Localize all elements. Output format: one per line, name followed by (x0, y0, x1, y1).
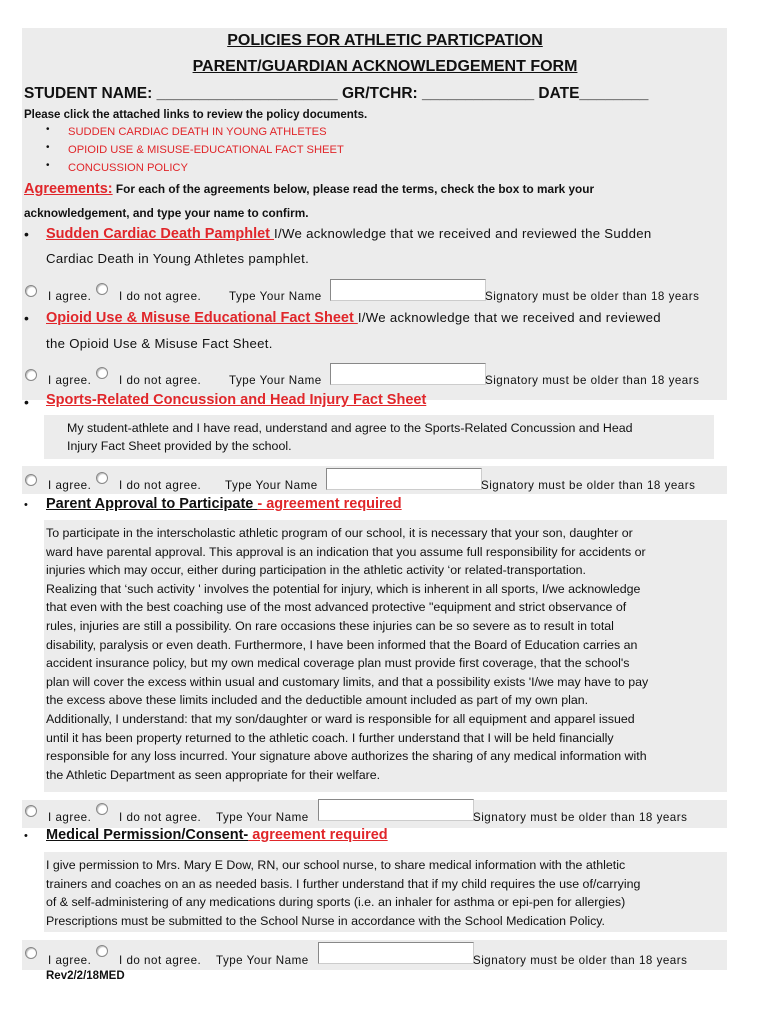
signatory-note: Signatory must be older than 18 years (481, 479, 696, 492)
type-name-label: Type Your Name (229, 290, 322, 303)
cardiac-title[interactable]: Sudden Cardiac Death Pamphlet (46, 226, 275, 242)
concussion-text: My student-athlete and I have read, understand and agree to the Sports-Related Concussion and Head (67, 421, 633, 435)
paragraph-line: I give permission to Mrs. Mary E Dow, RN, our school nurse, to share medical information with the athletic (46, 858, 626, 872)
paragraph-line: until it has been property returned to the athletic coach. I further understand that I will be held financially (46, 730, 614, 745)
paragraph-line: accident insurance policy, but my own medical coverage plan must provide first coverage, that the school's (46, 656, 630, 671)
paragraph-line: the excess above these limits included and the deductible amount included as part of my own plan. (46, 693, 589, 708)
paragraph-line: disability, paralysis or even death. Furthermore, I have been informed that the Board of Education carries an (46, 637, 638, 652)
opioid-section-heading (46, 309, 661, 327)
paragraph-line: the Athletic Department as seen appropriate for their welfare. (46, 767, 381, 782)
concussion-name-input[interactable] (326, 468, 482, 490)
signatory-note: Signatory must be older than 18 years (485, 374, 700, 387)
cardiac-disagree-radio[interactable] (96, 283, 108, 295)
paragraph-line: Realizing that ‘such activity ' involves the potential for injury, which is inherent in all sports, I/we acknowledge (46, 581, 641, 596)
parent-paragraph (46, 524, 726, 784)
parent-agree-radio[interactable] (25, 805, 37, 817)
bullet-icon: • (46, 160, 50, 171)
opioid-name-input[interactable] (330, 363, 486, 385)
cardiac-section-heading (46, 225, 652, 243)
disagree-label: I do not agree. (119, 374, 202, 387)
form-title: POLICIES FOR ATHLETIC PARTICPATION (227, 32, 543, 49)
bullet-icon: • (24, 226, 29, 242)
type-name-label: Type Your Name (216, 811, 309, 824)
disagree-label: I do not agree. (119, 811, 202, 824)
medical-agree-radio[interactable] (25, 947, 37, 959)
cardiac-text-2: Cardiac Death in Young Athletes pamphlet. (46, 251, 310, 266)
agreements-instructions-2: acknowledgement, and type your name to confirm. (24, 206, 309, 220)
agreements-heading (24, 180, 594, 198)
bullet-icon: • (24, 394, 29, 410)
links-intro: Please click the attached links to review the policy documents. (24, 109, 368, 121)
paragraph-line: Additionally, I understand: that my son/daughter or ward is responsible for all equipment and apparel issued (46, 711, 635, 726)
paragraph-line: rules, injuries are still a possibility. On rare occasions these injuries can be so severe as to result in total (46, 618, 614, 633)
agree-label: I agree. (48, 479, 92, 492)
agree-label: I agree. (48, 954, 92, 967)
medical-required: agreement required (248, 827, 388, 843)
paragraph-line: ward have parental approval. This approval is an indication that you assume full responsibility for accidents or (46, 544, 646, 559)
form-subtitle: PARENT/GUARDIAN ACKNOWLEDGEMENT FORM (192, 58, 578, 75)
student-info-line: STUDENT NAME: _____________________ GR/TCHR: _____________ DATE________ (24, 85, 649, 102)
paragraph-line: responsible for any loss incurred. Your signature above authorizes the sharing of any medical information with (46, 749, 647, 764)
concussion-title[interactable]: Sports-Related Concussion and Head Injury Fact Sheet (46, 392, 427, 408)
agreements-label: Agreements: (24, 181, 113, 197)
medical-disagree-radio[interactable] (96, 945, 108, 957)
cardiac-agree-radio[interactable] (25, 285, 37, 297)
type-name-label: Type Your Name (216, 954, 309, 967)
agree-label: I agree. (48, 290, 92, 303)
disagree-label: I do not agree. (119, 290, 202, 303)
signatory-note: Signatory must be older than 18 years (485, 290, 700, 303)
paragraph-line: injuries which may occur, either during participation in the athletic activity ‘or related-transportation. (46, 563, 586, 578)
type-name-label: Type Your Name (229, 374, 322, 387)
disagree-label: I do not agree. (119, 479, 202, 492)
paragraph-line: that even with the best coaching use of the most advanced protective "equipment and strict observance of (46, 600, 627, 615)
link-concussion-policy[interactable]: CONCUSSION POLICY (68, 162, 188, 174)
medical-name-input[interactable] (318, 942, 474, 964)
opioid-text: I/We acknowledge that we received and reviewed (357, 310, 661, 325)
cardiac-name-input[interactable] (330, 279, 486, 301)
paragraph-line: To participate in the interscholastic athletic program of our school, it is necessary that your son, daughter or (46, 526, 633, 540)
opioid-disagree-radio[interactable] (96, 367, 108, 379)
disagree-label: I do not agree. (119, 954, 202, 967)
link-opioid-policy[interactable]: OPIOID USE & MISUSE-EDUCATIONAL FACT SHEET (68, 144, 344, 156)
opioid-text-2: the Opioid Use & Misuse Fact Sheet. (46, 336, 273, 351)
signatory-note: Signatory must be older than 18 years (473, 811, 688, 824)
parent-name-input[interactable] (318, 799, 474, 821)
paragraph-line: trainers and coaches on an as needed basis. I further understand that if my child requires the use of/carrying (46, 876, 641, 891)
parent-disagree-radio[interactable] (96, 803, 108, 815)
agree-label: I agree. (48, 811, 92, 824)
opioid-agree-radio[interactable] (25, 369, 37, 381)
concussion-agree-radio[interactable] (25, 474, 37, 486)
parent-section-heading (46, 495, 402, 513)
revision-footer: Rev2/2/18MED (46, 970, 125, 982)
opioid-title[interactable]: Opioid Use & Misuse Educational Fact Sheet (46, 310, 358, 326)
agree-label: I agree. (48, 374, 92, 387)
concussion-disagree-radio[interactable] (96, 472, 108, 484)
parent-required: - agreement required (257, 496, 402, 512)
paragraph-line: plan will cover the excess within usual and customary limits, and that a possibility exists 'I/we may have to pay (46, 674, 649, 689)
signatory-note: Signatory must be older than 18 years (473, 954, 688, 967)
bullet-icon: • (46, 124, 50, 135)
parent-title: Parent Approval to Participate (46, 496, 258, 512)
bullet-icon: • (46, 142, 50, 153)
paragraph-line: of & self-administering of any medications during sports (i.e. an inhaler for asthma or epi-pen for allergies) (46, 895, 626, 910)
paragraph-line: Prescriptions must be submitted to the School Nurse in accordance with the School Medication Policy. (46, 913, 605, 928)
cardiac-text: I/We acknowledge that we received and reviewed the Sudden (274, 226, 652, 241)
link-cardiac-policy[interactable]: SUDDEN CARDIAC DEATH IN YOUNG ATHLETES (68, 126, 327, 138)
medical-paragraph (46, 856, 726, 930)
type-name-label: Type Your Name (225, 479, 318, 492)
bullet-icon: • (24, 310, 29, 326)
medical-title: Medical Permission/Consent- (46, 827, 249, 843)
agreements-instructions: For each of the agreements below, please read the terms, check the box to mark your (112, 182, 595, 196)
concussion-text-2: Injury Fact Sheet provided by the school. (67, 439, 292, 453)
bullet-icon: • (24, 499, 28, 511)
bullet-icon: • (24, 830, 28, 842)
medical-section-heading (46, 826, 388, 844)
